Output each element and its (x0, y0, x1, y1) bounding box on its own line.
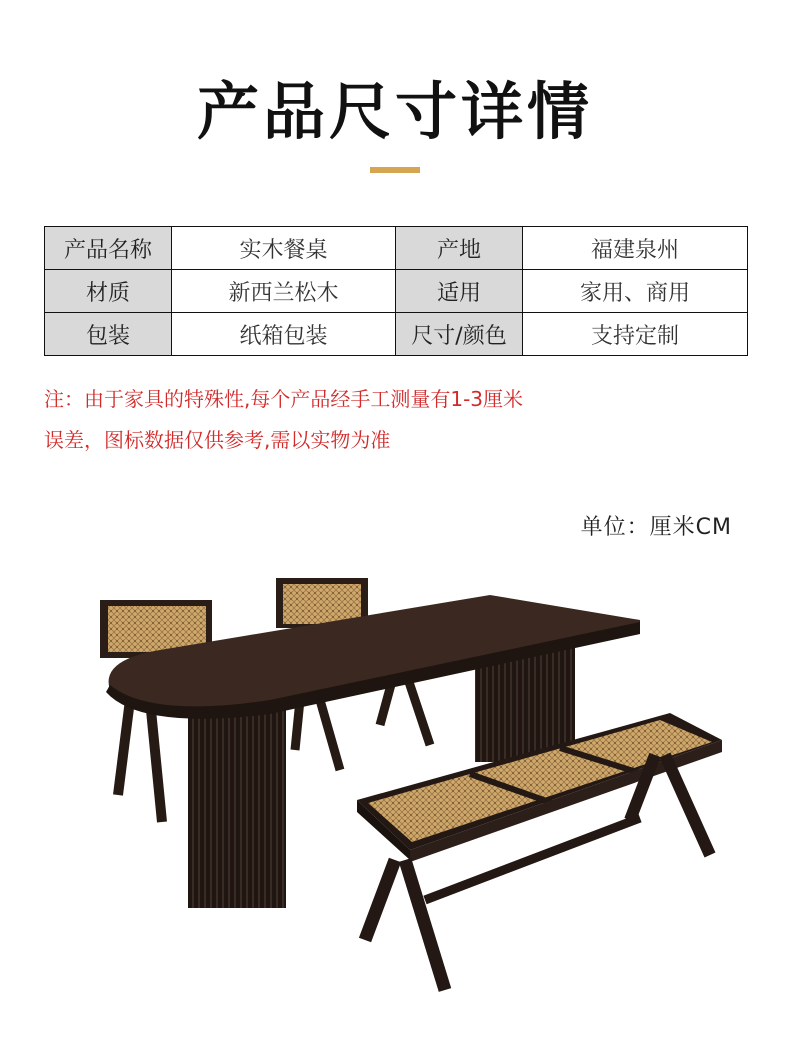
page-title: 产品尺寸详情 (196, 75, 593, 148)
spec-label: 产地 (396, 227, 523, 270)
disclaimer-line-1: 注：由于家具的特殊性,每个产品经手工测量有1-3厘米 (44, 387, 524, 411)
bench (357, 713, 722, 990)
spec-value: 福建泉州 (523, 227, 748, 270)
spec-label: 适用 (396, 270, 523, 313)
title-accent-bar (370, 167, 420, 173)
spec-value: 纸箱包装 (172, 313, 396, 356)
spec-table (44, 226, 748, 356)
spec-value: 新西兰松木 (172, 270, 396, 313)
table-row (45, 313, 748, 356)
spec-label: 产品名称 (45, 227, 172, 270)
table-pedestal-front (188, 710, 286, 908)
unit-label: 单位：厘米CM (580, 515, 732, 540)
furniture-illustration (0, 560, 790, 1057)
spec-label: 包装 (45, 313, 172, 356)
spec-label: 材质 (45, 270, 172, 313)
disclaimer-line-2: 误差，图标数据仅供参考,需以实物为准 (44, 428, 391, 452)
spec-value: 家用、商用 (523, 270, 748, 313)
spec-value: 支持定制 (523, 313, 748, 356)
table-row (45, 227, 748, 270)
table-row (45, 270, 748, 313)
spec-label: 尺寸/颜色 (396, 313, 523, 356)
spec-value: 实木餐桌 (172, 227, 396, 270)
